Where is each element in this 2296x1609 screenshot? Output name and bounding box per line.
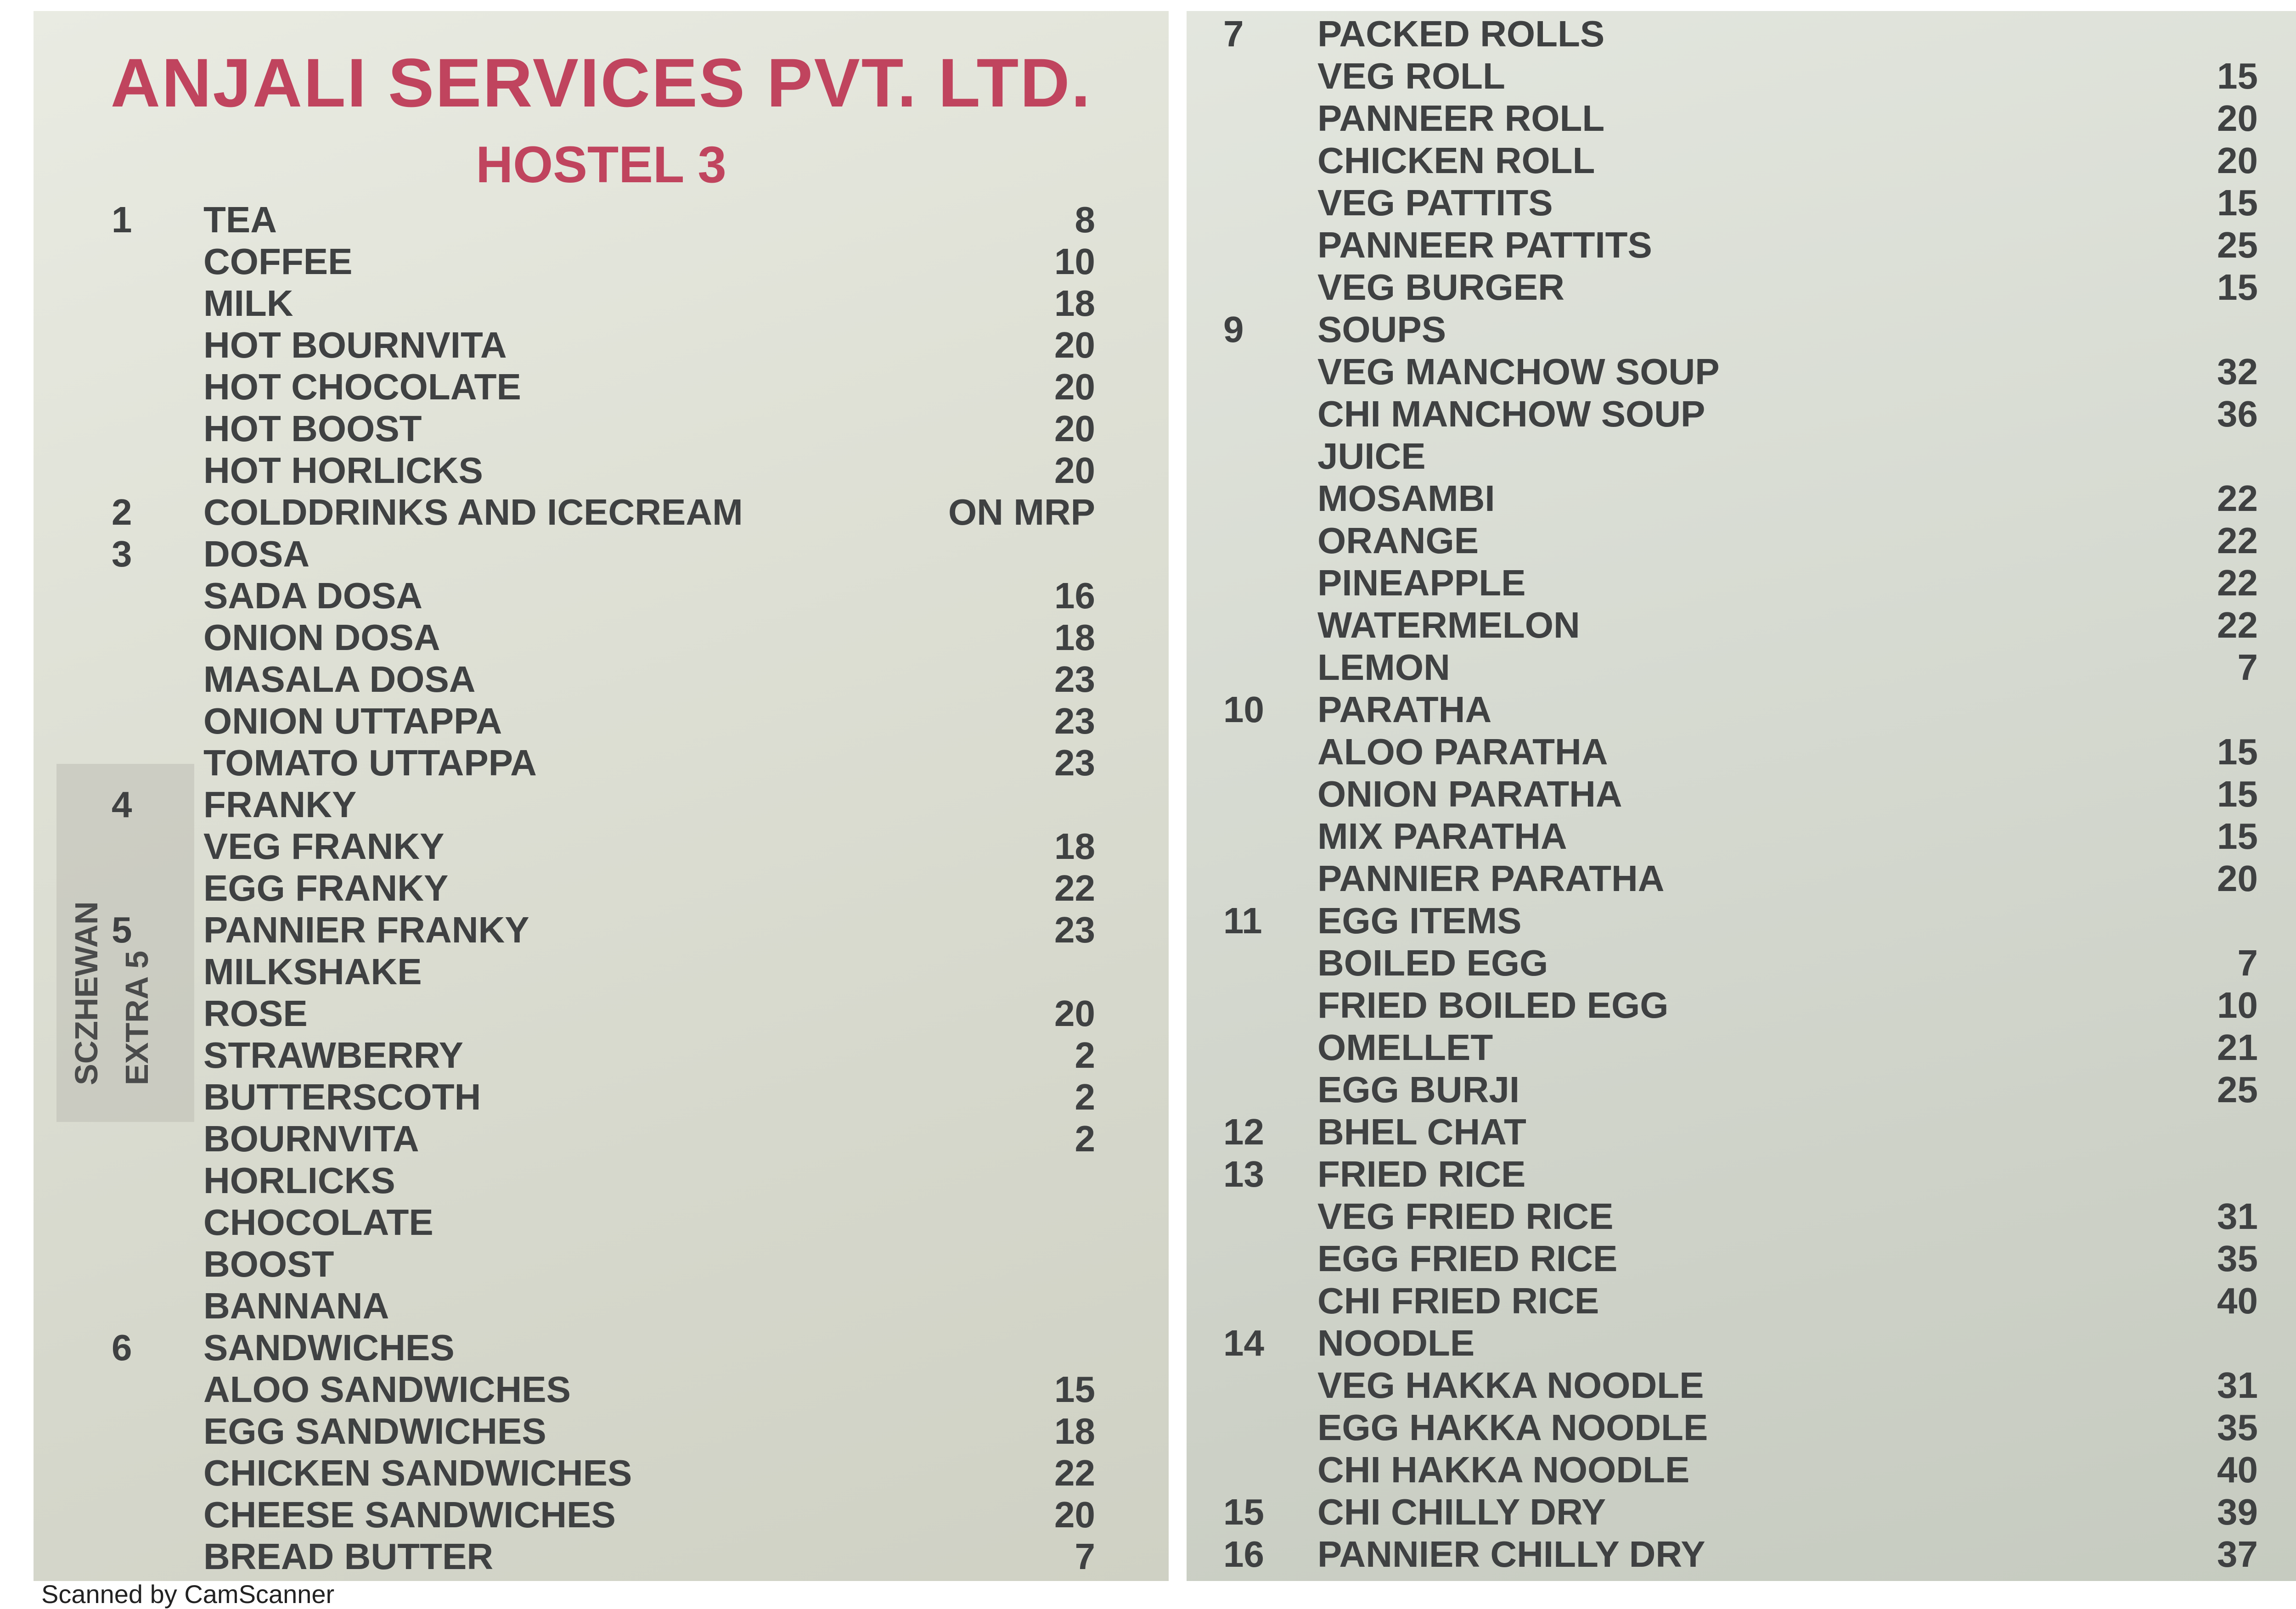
- menu-item-price: 20: [1054, 325, 1095, 365]
- menu-row: [1187, 1449, 2296, 1491]
- menu-row: [34, 1327, 1169, 1368]
- menu-row: [1187, 1154, 2296, 1195]
- menu-row: [34, 617, 1169, 658]
- menu-item-price: 2: [1075, 1035, 1095, 1076]
- menu-section-number: 2: [112, 492, 132, 533]
- menu-item-price: 15: [2217, 56, 2258, 96]
- menu-item-name: OMELLET: [1317, 1027, 1493, 1068]
- menu-row: [1187, 1238, 2296, 1279]
- menu-item-name: BANNANA: [203, 1285, 389, 1326]
- menu-row: [1187, 816, 2296, 857]
- menu-item-price: 36: [2217, 393, 2258, 434]
- menu-item-price: 15: [2217, 182, 2258, 223]
- menu-item-name: VEG ROLL: [1317, 56, 1505, 96]
- menu-item-name: CHI MANCHOW SOUP: [1317, 393, 1705, 434]
- menu-row: [1187, 1069, 2296, 1110]
- menu-item-price: 18: [1054, 283, 1095, 324]
- menu-row: [34, 366, 1169, 408]
- menu-row: [1187, 140, 2296, 181]
- menu-row: [1187, 985, 2296, 1026]
- menu-item-price: 25: [2217, 1069, 2258, 1110]
- menu-item-price: 7: [2237, 647, 2258, 688]
- menu-row: [34, 492, 1169, 533]
- menu-item-name: LEMON: [1317, 647, 1450, 688]
- menu-row: [1187, 562, 2296, 604]
- menu-item-name: CHEESE SANDWICHES: [203, 1494, 616, 1535]
- menu-item-name: ORANGE: [1317, 520, 1479, 561]
- menu-row: [34, 1411, 1169, 1452]
- sticker-line: EXTRA 5: [119, 950, 155, 1085]
- menu-item-name: BREAD BUTTER: [203, 1536, 494, 1577]
- menu-row: [1187, 605, 2296, 646]
- menu-section-number: 11: [1223, 900, 1262, 941]
- menu-row: [34, 1452, 1169, 1494]
- menu-item-price: 23: [1054, 659, 1095, 700]
- menu-item-name: ONION DOSA: [203, 617, 440, 658]
- menu-row: [1187, 1491, 2296, 1533]
- menu-item-price: 23: [1054, 909, 1095, 950]
- menu-item-name: MOSAMBI: [1317, 478, 1495, 519]
- menu-item-price: 23: [1054, 742, 1095, 783]
- menu-item-price: 15: [2217, 774, 2258, 814]
- menu-item-name: MILKSHAKE: [203, 951, 422, 992]
- menu-row: [34, 993, 1169, 1034]
- menu-item-price: 8: [1075, 199, 1095, 240]
- menu-row: [34, 909, 1169, 951]
- menu-item-name: ONION UTTAPPA: [203, 701, 502, 741]
- menu-item-price: 22: [2217, 520, 2258, 561]
- menu-item-name: JUICE: [1317, 436, 1426, 477]
- menu-section-number: 1: [112, 199, 132, 240]
- menu-item-name: EGG HAKKA NOODLE: [1317, 1407, 1708, 1448]
- menu-item-price: 21: [2217, 1027, 2258, 1068]
- menu-section-number: 6: [112, 1327, 132, 1368]
- menu-item-name: MASALA DOSA: [203, 659, 476, 700]
- menu-item-price: 18: [1054, 1411, 1095, 1452]
- menu-row: [34, 951, 1169, 992]
- menu-item-name: FRIED BOILED EGG: [1317, 985, 1669, 1026]
- menu-item-name: PANNEER PATTITS: [1317, 224, 1652, 265]
- menu-item-price: 23: [1054, 701, 1095, 741]
- menu-row: [1187, 689, 2296, 730]
- menu-item-name: EGG FRANKY: [203, 868, 449, 908]
- menu-row: [1187, 1534, 2296, 1575]
- menu-item-name: PANNIER FRANKY: [203, 909, 529, 950]
- menu-item-name: HOT BOURNVITA: [203, 325, 507, 365]
- menu-row: [34, 241, 1169, 282]
- menu-item-name: STRAWBERRY: [203, 1035, 463, 1076]
- menu-item-price: 20: [1054, 366, 1095, 407]
- menu-row: [1187, 942, 2296, 984]
- menu-item-name: MIX PARATHA: [1317, 816, 1567, 857]
- menu-item-price: 22: [2217, 562, 2258, 603]
- menu-section-number: 14: [1223, 1323, 1264, 1363]
- menu-item-price: 15: [2217, 816, 2258, 857]
- menu-item-price: 20: [1054, 408, 1095, 449]
- menu-row: [1187, 647, 2296, 688]
- menu-item-price: 37: [2217, 1534, 2258, 1575]
- menu-row: [34, 868, 1169, 909]
- menu-item-name: DOSA: [203, 533, 310, 574]
- menu-row: [1187, 351, 2296, 392]
- menu-item-price: 2: [1075, 1118, 1095, 1159]
- menu-row: [1187, 1365, 2296, 1406]
- menu-row: [1187, 520, 2296, 561]
- menu-item-price: 20: [2217, 140, 2258, 181]
- sticker-line: SCZHEWAN: [68, 901, 104, 1085]
- menu-item-name: PANNEER ROLL: [1317, 98, 1605, 139]
- menu-item-name: TEA: [203, 199, 277, 240]
- menu-section-number: 9: [1223, 309, 1244, 350]
- menu-item-name: FRIED RICE: [1317, 1154, 1526, 1194]
- menu-item-name: CHI FRIED RICE: [1317, 1280, 1599, 1321]
- menu-row: [34, 1160, 1169, 1201]
- menu-item-name: SANDWICHES: [203, 1327, 455, 1368]
- menu-item-price: 20: [2217, 98, 2258, 139]
- menu-row: [1187, 13, 2296, 55]
- menu-item-price: 32: [2217, 351, 2258, 392]
- menu-row: [1187, 393, 2296, 435]
- menu-row: [34, 659, 1169, 700]
- menu-row: [34, 283, 1169, 324]
- menu-item-price: 20: [1054, 1494, 1095, 1535]
- menu-row: [34, 826, 1169, 867]
- menu-item-name: VEG HAKKA NOODLE: [1317, 1365, 1704, 1406]
- menu-item-name: EGG ITEMS: [1317, 900, 1522, 941]
- menu-section-number: 15: [1223, 1491, 1264, 1532]
- menu-item-price: 18: [1054, 617, 1095, 658]
- menu-row: [34, 1244, 1169, 1285]
- menu-item-price: 7: [2237, 942, 2258, 983]
- menu-item-price: 22: [2217, 605, 2258, 645]
- menu-item-price: 22: [1054, 868, 1095, 908]
- menu-row: [1187, 774, 2296, 815]
- menu-item-name: ONION PARATHA: [1317, 774, 1622, 814]
- menu-row: [1187, 182, 2296, 224]
- menu-item-name: CHOCOLATE: [203, 1202, 433, 1243]
- menu-row: [1187, 56, 2296, 97]
- menu-item-name: VEG BURGER: [1317, 267, 1564, 308]
- menu-item-name: TOMATO UTTAPPA: [203, 742, 537, 783]
- menu-item-name: PANNIER CHILLY DRY: [1317, 1534, 1705, 1575]
- menu-item-price: 15: [2217, 731, 2258, 772]
- menu-row: [1187, 1027, 2296, 1068]
- menu-item-name: CHICKEN SANDWICHES: [203, 1452, 632, 1493]
- menu-row: [1187, 267, 2296, 308]
- menu-row: [1187, 436, 2296, 477]
- menu-item-name: COLDDRINKS AND ICECREAM: [203, 492, 743, 533]
- menu-item-name: WATERMELON: [1317, 605, 1580, 645]
- menu-item-name: PARATHA: [1317, 689, 1492, 730]
- menu-row: [1187, 858, 2296, 899]
- menu-item-name: CHI HAKKA NOODLE: [1317, 1449, 1690, 1490]
- menu-row: [34, 1076, 1169, 1118]
- menu-item-price: 35: [2217, 1238, 2258, 1279]
- menu-row: [34, 533, 1169, 575]
- menu-row: [1187, 1196, 2296, 1237]
- menu-row: [1187, 900, 2296, 942]
- menu-row: [1187, 309, 2296, 350]
- menu-sheet-right: [1187, 11, 2296, 1581]
- menu-row: [34, 408, 1169, 449]
- menu-item-price: 22: [1054, 1452, 1095, 1493]
- menu-row: [34, 325, 1169, 366]
- menu-item-name: ALOO SANDWICHES: [203, 1369, 571, 1410]
- menu-section-number: 4: [112, 784, 132, 825]
- menu-row: [1187, 98, 2296, 139]
- menu-section-number: 10: [1223, 689, 1264, 730]
- menu-item-price: 18: [1054, 826, 1095, 867]
- menu-section-number: 5: [112, 909, 132, 950]
- menu-item-name: CHI CHILLY DRY: [1317, 1491, 1606, 1532]
- menu-item-name: BUTTERSCOTH: [203, 1076, 481, 1117]
- menu-item-price: 22: [2217, 478, 2258, 519]
- menu-row: [1187, 731, 2296, 773]
- menu-item-name: EGG BURJI: [1317, 1069, 1520, 1110]
- hostel-subtitle: HOSTEL 3: [476, 136, 726, 193]
- menu-item-name: BOURNVITA: [203, 1118, 419, 1159]
- menu-item-price: 39: [2217, 1491, 2258, 1532]
- menu-item-name: PACKED ROLLS: [1317, 13, 1605, 54]
- menu-item-price: 20: [1054, 450, 1095, 491]
- menu-row: [34, 1285, 1169, 1327]
- menu-item-price: 25: [2217, 224, 2258, 265]
- menu-item-price: ON MRP: [948, 492, 1095, 533]
- company-title: ANJALI SERVICES PVT. LTD.: [110, 44, 1092, 121]
- menu-row: [1187, 1323, 2296, 1364]
- menu-item-price: 31: [2217, 1196, 2258, 1237]
- menu-item-name: HORLICKS: [203, 1160, 395, 1201]
- menu-item-name: VEG PATTITS: [1317, 182, 1553, 223]
- menu-item-name: MILK: [203, 283, 293, 324]
- menu-item-name: BOILED EGG: [1317, 942, 1548, 983]
- menu-row: [1187, 478, 2296, 519]
- menu-item-name: SOUPS: [1317, 309, 1446, 350]
- menu-item-price: 20: [1054, 993, 1095, 1034]
- menu-row: [34, 575, 1169, 617]
- menu-item-name: ROSE: [203, 993, 308, 1034]
- menu-item-name: VEG FRIED RICE: [1317, 1196, 1614, 1237]
- menu-item-name: SADA DOSA: [203, 575, 423, 616]
- menu-section-number: 13: [1223, 1154, 1264, 1194]
- menu-row: [1187, 1111, 2296, 1153]
- menu-item-price: 7: [1075, 1536, 1095, 1577]
- menu-item-price: 35: [2217, 1407, 2258, 1448]
- menu-item-name: ALOO PARATHA: [1317, 731, 1608, 772]
- menu-item-name: NOODLE: [1317, 1323, 1475, 1363]
- menu-section-number: 7: [1223, 13, 1244, 54]
- menu-item-name: CHICKEN ROLL: [1317, 140, 1595, 181]
- menu-row: [34, 742, 1169, 784]
- menu-item-name: VEG MANCHOW SOUP: [1317, 351, 1720, 392]
- menu-item-name: BHEL CHAT: [1317, 1111, 1526, 1152]
- menu-item-price: 15: [1054, 1369, 1095, 1410]
- menu-section-number: 12: [1223, 1111, 1264, 1152]
- scan-footer: Scanned by CamScanner: [41, 1580, 335, 1609]
- menu-section-number: 3: [112, 533, 132, 574]
- menu-item-price: 10: [2217, 985, 2258, 1026]
- menu-row: [34, 1035, 1169, 1076]
- menu-row: [34, 1536, 1169, 1577]
- menu-item-name: PANNIER PARATHA: [1317, 858, 1665, 899]
- menu-item-name: HOT BOOST: [203, 408, 422, 449]
- menu-row: [1187, 224, 2296, 266]
- menu-item-name: HOT CHOCOLATE: [203, 366, 521, 407]
- menu-row: [34, 1118, 1169, 1160]
- menu-item-name: BOOST: [203, 1244, 334, 1284]
- menu-section-number: 16: [1223, 1534, 1264, 1575]
- menu-row: [34, 1369, 1169, 1410]
- menu-row: [34, 1494, 1169, 1536]
- menu-sheet-left: [34, 11, 1169, 1581]
- menu-item-price: 20: [2217, 858, 2258, 899]
- menu-item-name: EGG SANDWICHES: [203, 1411, 546, 1452]
- menu-item-name: EGG FRIED RICE: [1317, 1238, 1618, 1279]
- menu-row: [1187, 1280, 2296, 1322]
- menu-row: [34, 1202, 1169, 1243]
- menu-item-price: 31: [2217, 1365, 2258, 1406]
- menu-item-name: FRANKY: [203, 784, 357, 825]
- menu-row: [1187, 1407, 2296, 1448]
- menu-item-price: 40: [2217, 1280, 2258, 1321]
- menu-item-price: 10: [1054, 241, 1095, 282]
- menu-row: [34, 784, 1169, 825]
- menu-item-price: 16: [1054, 575, 1095, 616]
- menu-item-price: 40: [2217, 1449, 2258, 1490]
- menu-row: [34, 199, 1169, 241]
- menu-row: [34, 701, 1169, 742]
- menu-item-name: HOT HORLICKS: [203, 450, 483, 491]
- menu-item-price: 2: [1075, 1076, 1095, 1117]
- menu-item-name: VEG FRANKY: [203, 826, 445, 867]
- menu-item-name: COFFEE: [203, 241, 353, 282]
- menu-item-price: 15: [2217, 267, 2258, 308]
- menu-item-name: PINEAPPLE: [1317, 562, 1526, 603]
- menu-row: [34, 450, 1169, 491]
